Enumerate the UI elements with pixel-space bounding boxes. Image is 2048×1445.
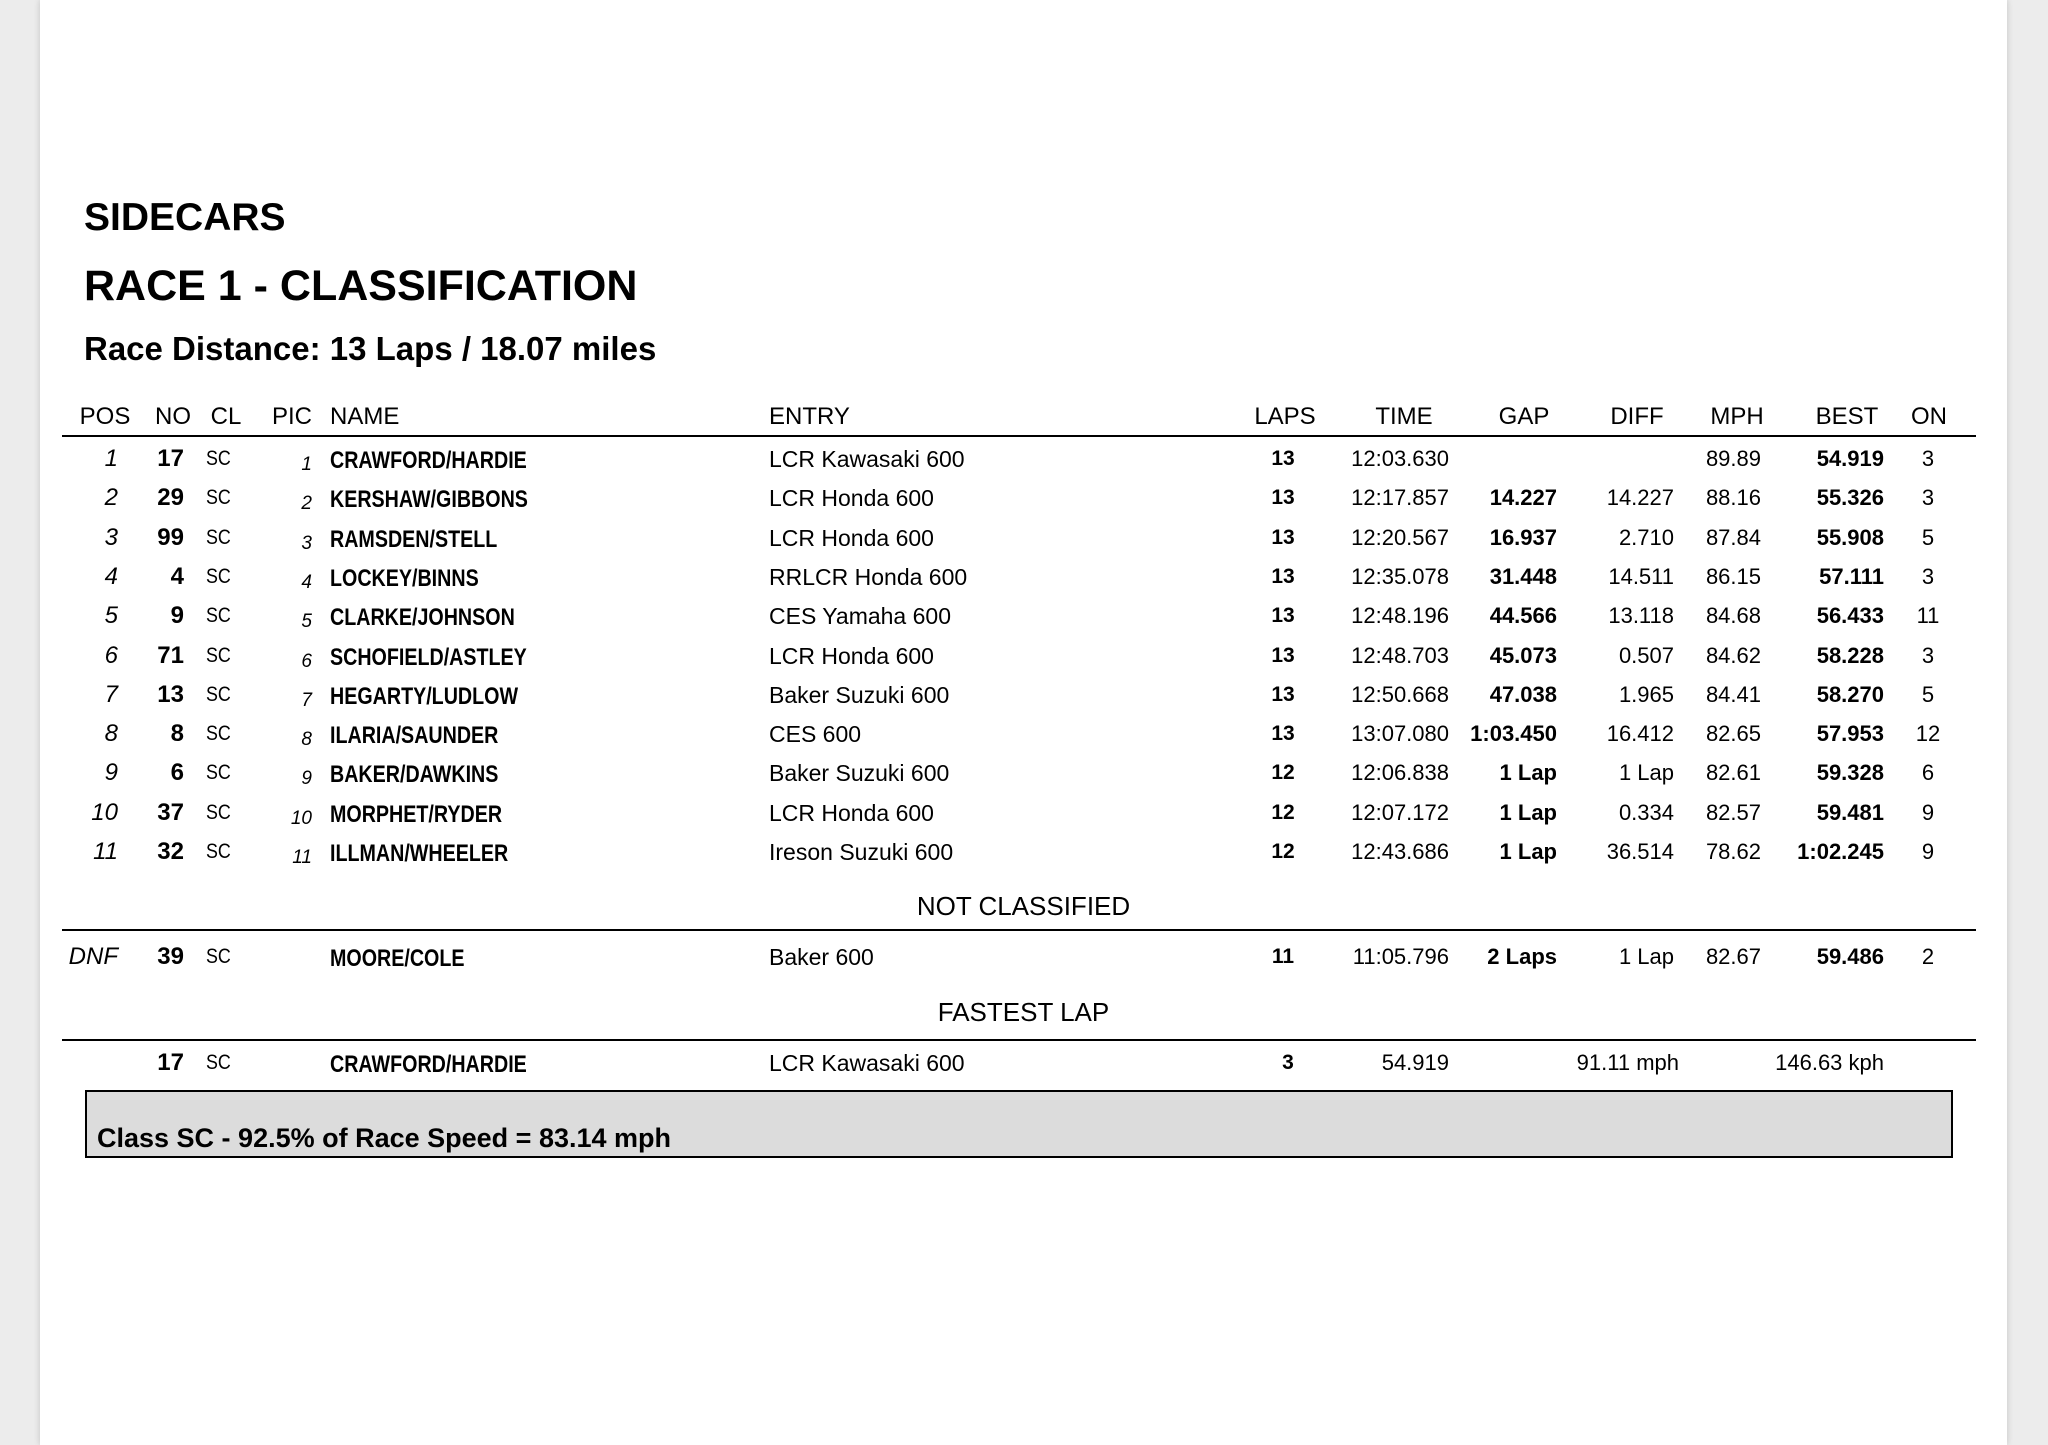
- col-pic: PIC: [271, 403, 313, 430]
- results-sheet: [40, 0, 2007, 1445]
- row-best: 55.908: [1816, 524, 1884, 550]
- row-pic: 1: [301, 454, 312, 475]
- row-name: RAMSDEN/STELL: [330, 525, 498, 553]
- row-entry: LCR Honda 600: [769, 485, 934, 512]
- not-classified-title: NOT CLASSIFIED: [916, 891, 1131, 921]
- table-row: [40, 636, 2007, 676]
- row-best: 58.270: [1816, 681, 1884, 707]
- row-mph: 84.62: [1705, 642, 1761, 668]
- row-diff: 0.507: [1618, 642, 1674, 668]
- row-pos: 2: [104, 484, 118, 512]
- row-mph: 89.89: [1705, 446, 1761, 471]
- row-gap: 45.073: [1489, 642, 1557, 668]
- row-diff: 0.334: [1618, 799, 1674, 825]
- row-time: 12:48.703: [1351, 642, 1449, 668]
- table-row: [40, 714, 2007, 754]
- row-class: SC: [206, 447, 231, 470]
- col-on: ON: [1911, 403, 1947, 430]
- row-entry: Ireson Suzuki 600: [769, 839, 954, 865]
- row-gap: 47.038: [1489, 681, 1557, 707]
- row-gap: 1 Lap: [1499, 839, 1557, 864]
- row-no: 8: [170, 720, 184, 748]
- row-class: SC: [206, 643, 231, 667]
- row-laps: 13: [1271, 525, 1295, 549]
- row-no: 13: [157, 680, 184, 708]
- row-pic: 2: [301, 493, 312, 515]
- row-diff: 1.965: [1618, 681, 1674, 707]
- row-diff: 36.514: [1606, 839, 1674, 864]
- row-best: 59.328: [1816, 760, 1884, 786]
- row-pic: 10: [290, 807, 312, 829]
- class-speed-box: [85, 1090, 1953, 1158]
- row-class: SC: [206, 945, 231, 968]
- row-time: 12:17.857: [1351, 485, 1449, 511]
- category-title: SIDECARS: [84, 196, 286, 239]
- row-mph: 82.57: [1705, 799, 1761, 825]
- row-class: SC: [206, 525, 231, 549]
- col-entry: ENTRY: [769, 403, 850, 430]
- table-row: [40, 439, 2007, 479]
- fastest-no: 17: [157, 1049, 184, 1076]
- row-time: 12:07.172: [1351, 799, 1449, 825]
- row-best: 55.326: [1816, 485, 1884, 511]
- row-diff: 14.511: [1608, 563, 1674, 589]
- fastest-lap-divider: [62, 1039, 1976, 1041]
- row-diff: 13.118: [1608, 603, 1674, 629]
- row-gap: 31.448: [1489, 563, 1557, 589]
- row-no: 29: [157, 484, 184, 512]
- row-time: 12:20.567: [1351, 524, 1449, 550]
- row-pic: 11: [292, 847, 312, 868]
- row-laps: 13: [1271, 722, 1295, 746]
- row-class: SC: [206, 682, 231, 706]
- fastest-lap-number: 3: [1282, 1051, 1294, 1074]
- row-laps: 13: [1271, 643, 1295, 667]
- row-time: 12:43.686: [1351, 839, 1449, 864]
- row-time: 12:35.078: [1351, 563, 1449, 589]
- row-entry: LCR Honda 600: [769, 799, 934, 826]
- row-mph: 87.84: [1705, 524, 1761, 550]
- row-laps: 13: [1271, 564, 1295, 588]
- row-pic: 8: [301, 729, 312, 751]
- row-class: SC: [206, 604, 231, 628]
- row-time: 12:03.630: [1351, 446, 1449, 471]
- col-name: NAME: [330, 403, 400, 430]
- row-name: CRAWFORD/HARDIE: [330, 447, 527, 474]
- row-no: 71: [157, 641, 184, 669]
- col-mph: MPH: [1710, 403, 1764, 430]
- row-pos: 10: [91, 798, 118, 826]
- row-class: SC: [206, 800, 231, 824]
- table-header: [40, 397, 2007, 437]
- fastest-kph: 146.63 kph: [1775, 1050, 1884, 1075]
- row-on: 9: [1921, 839, 1935, 864]
- row-diff: 1 Lap: [1618, 944, 1674, 969]
- row-name: MORPHET/RYDER: [330, 800, 503, 828]
- row-on: 9: [1921, 799, 1935, 825]
- row-time: 12:50.668: [1351, 681, 1449, 707]
- race-distance: Race Distance: 13 Laps / 18.07 miles: [84, 330, 657, 367]
- row-entry: Baker Suzuki 600: [769, 681, 950, 708]
- row-time: 12:48.196: [1351, 603, 1449, 629]
- page-title: RACE 1 - CLASSIFICATION: [84, 262, 638, 310]
- row-time: 12:06.838: [1351, 760, 1449, 786]
- row-laps: 12: [1271, 800, 1295, 824]
- row-gap: 44.566: [1489, 603, 1557, 629]
- row-mph: 82.67: [1705, 944, 1761, 969]
- row-class: SC: [206, 761, 231, 785]
- fastest-lap-title: FASTEST LAP: [937, 997, 1110, 1027]
- row-no: 37: [157, 798, 184, 826]
- row-laps: 11: [1271, 945, 1295, 968]
- row-best: 56.433: [1816, 603, 1884, 629]
- row-name: SCHOFIELD/ASTLEY: [330, 643, 527, 671]
- row-laps: 12: [1271, 761, 1295, 785]
- row-pos: 8: [104, 720, 118, 748]
- row-laps: 13: [1271, 604, 1295, 628]
- row-pic: 7: [301, 689, 312, 711]
- row-mph: 84.41: [1705, 681, 1761, 707]
- col-gap: GAP: [1498, 403, 1550, 430]
- table-row: [40, 596, 2007, 636]
- row-class: SC: [206, 840, 231, 863]
- row-no: 32: [157, 838, 184, 865]
- row-gap: 2 Laps: [1487, 944, 1557, 969]
- row-gap: 16.937: [1489, 524, 1557, 550]
- row-laps: 13: [1271, 486, 1295, 510]
- row-pos: 9: [104, 759, 118, 787]
- row-on: 11: [1916, 603, 1940, 629]
- row-mph: 78.62: [1705, 839, 1761, 864]
- row-laps: 13: [1271, 682, 1295, 706]
- row-gap: 14.227: [1489, 485, 1557, 511]
- row-pos: 7: [104, 680, 118, 708]
- col-laps: LAPS: [1254, 403, 1316, 430]
- row-name: ILARIA/SAUNDER: [330, 722, 499, 750]
- table-row: [40, 675, 2007, 715]
- table-row: [40, 832, 2007, 872]
- row-mph: 82.61: [1705, 760, 1761, 786]
- row-class: SC: [206, 486, 231, 510]
- row-class: SC: [206, 722, 231, 746]
- fastest-entry: LCR Kawasaki 600: [769, 1050, 965, 1076]
- row-pic: 4: [301, 571, 312, 593]
- row-entry: Baker Suzuki 600: [769, 760, 950, 787]
- row-diff: 16.412: [1606, 721, 1674, 747]
- fastest-lap-row: [40, 1043, 2007, 1083]
- row-mph: 88.16: [1705, 485, 1761, 511]
- row-entry: CES 600: [769, 721, 862, 748]
- fastest-class: SC: [206, 1051, 231, 1074]
- row-on: 12: [1915, 721, 1941, 747]
- row-name: BAKER/DAWKINS: [330, 761, 499, 789]
- row-mph: 82.65: [1705, 721, 1761, 747]
- row-name: ILLMAN/WHEELER: [330, 840, 509, 867]
- row-gap: 1 Lap: [1499, 760, 1557, 786]
- row-no: 6: [170, 759, 184, 787]
- row-gap: 1:03.450: [1470, 721, 1557, 747]
- row-pic: 6: [301, 650, 312, 672]
- row-best: 58.228: [1816, 642, 1884, 668]
- fastest-time: 54.919: [1381, 1050, 1449, 1075]
- row-pic: 3: [301, 532, 312, 554]
- row-pos: 5: [104, 602, 118, 630]
- row-no: 39: [157, 943, 184, 970]
- row-name: CLARKE/JOHNSON: [330, 604, 515, 632]
- row-time: 13:07.080: [1351, 721, 1449, 747]
- row-name: HEGARTY/LUDLOW: [330, 682, 519, 710]
- row-no: 4: [170, 562, 184, 590]
- row-laps: 12: [1271, 840, 1295, 863]
- row-pos: DNF: [68, 943, 118, 970]
- not-classified-divider: [62, 929, 1976, 931]
- row-entry: LCR Honda 600: [769, 524, 934, 551]
- row-pic: 5: [301, 611, 312, 633]
- row-no: 99: [157, 523, 184, 551]
- table-row: [40, 518, 2007, 558]
- row-best: 57.953: [1816, 721, 1884, 747]
- table-row: [40, 937, 2007, 977]
- row-mph: 86.15: [1705, 563, 1761, 589]
- row-time: 11:05.796: [1352, 944, 1449, 969]
- row-diff: 1 Lap: [1618, 760, 1674, 786]
- row-pos: 6: [104, 641, 118, 669]
- row-pos: 1: [104, 445, 118, 472]
- col-cl: CL: [210, 403, 242, 430]
- row-best: 59.481: [1816, 799, 1884, 825]
- table-row: [40, 557, 2007, 597]
- row-entry: LCR Kawasaki 600: [769, 446, 965, 472]
- row-laps: 13: [1271, 447, 1295, 470]
- row-on: 6: [1921, 760, 1935, 786]
- table-row: [40, 793, 2007, 833]
- header-divider: [62, 435, 1976, 437]
- row-diff: 14.227: [1606, 485, 1674, 511]
- fastest-mph: 91.11 mph: [1576, 1050, 1679, 1075]
- col-pos: POS: [79, 403, 131, 430]
- row-mph: 84.68: [1705, 603, 1761, 629]
- row-on: 3: [1921, 446, 1935, 471]
- col-diff: DIFF: [1610, 403, 1664, 430]
- table-row: [40, 753, 2007, 793]
- row-entry: LCR Honda 600: [769, 642, 934, 669]
- row-class: SC: [206, 564, 231, 588]
- row-pos: 11: [93, 838, 118, 865]
- row-entry: Baker 600: [769, 944, 874, 970]
- class-speed-text: Class SC - 92.5% of Race Speed = 83.14 mph: [97, 1123, 672, 1153]
- row-gap: 1 Lap: [1499, 799, 1557, 825]
- fastest-name: CRAWFORD/HARDIE: [330, 1051, 527, 1078]
- row-name: KERSHAW/GIBBONS: [330, 486, 528, 514]
- row-on: 2: [1921, 944, 1935, 969]
- row-name: LOCKEY/BINNS: [330, 564, 479, 592]
- row-on: 3: [1921, 642, 1935, 668]
- col-no: NO: [155, 403, 191, 430]
- row-pos: 3: [104, 523, 118, 551]
- col-best: BEST: [1815, 403, 1879, 430]
- row-pos: 4: [104, 562, 118, 590]
- row-best: 54.919: [1816, 446, 1884, 471]
- row-no: 17: [157, 445, 184, 472]
- table-row: [40, 478, 2007, 518]
- row-entry: CES Yamaha 600: [769, 603, 951, 630]
- row-best: 59.486: [1816, 944, 1884, 969]
- row-diff: 2.710: [1618, 524, 1674, 550]
- row-entry: RRLCR Honda 600: [769, 563, 968, 590]
- row-on: 5: [1921, 681, 1935, 707]
- row-pic: 9: [301, 768, 312, 790]
- row-no: 9: [170, 602, 184, 630]
- row-best: 1:02.245: [1797, 839, 1884, 864]
- row-on: 5: [1921, 524, 1935, 550]
- row-best: 57.111: [1819, 563, 1884, 589]
- row-on: 3: [1921, 563, 1935, 589]
- row-name: MOORE/COLE: [330, 945, 465, 972]
- col-time: TIME: [1375, 403, 1433, 430]
- row-on: 3: [1921, 485, 1935, 511]
